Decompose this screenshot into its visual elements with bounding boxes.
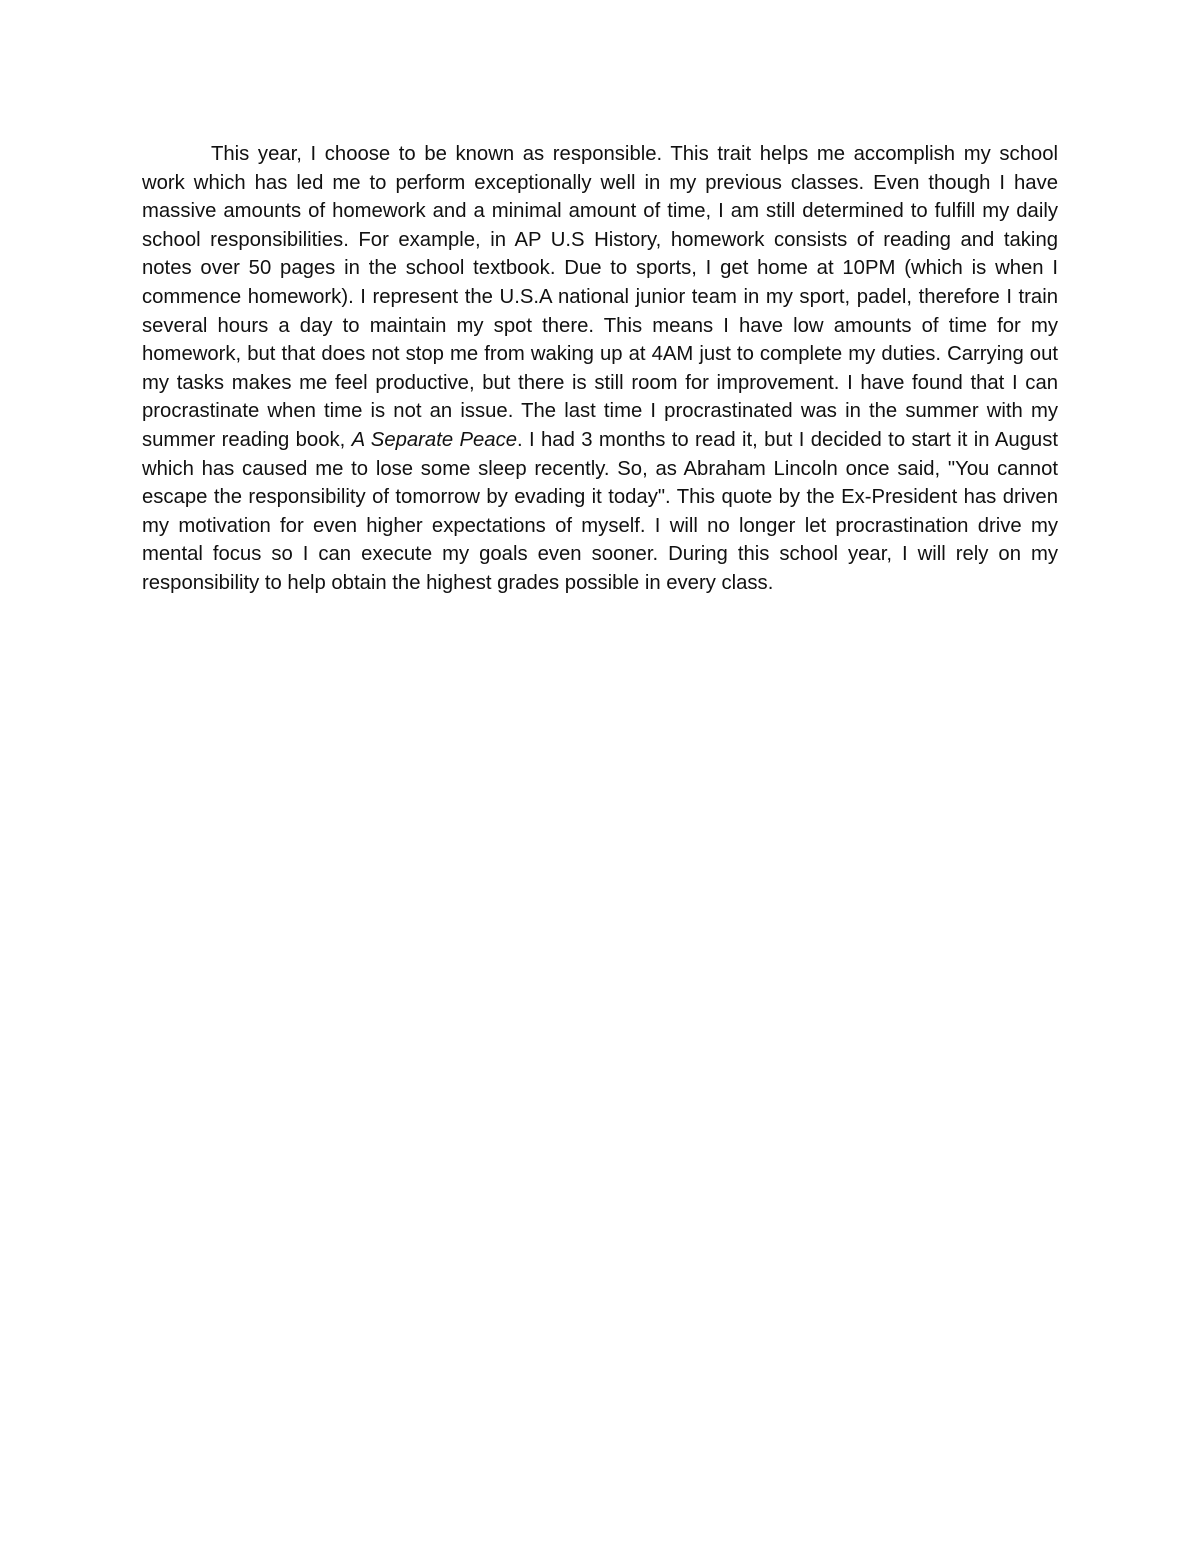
book-title: A Separate Peace <box>351 428 517 451</box>
essay-text-part-1: This year, I choose to be known as responsible. This trait helps me accomplish my school work which has led me to perform exceptionally well in my previous classes. Even though I have massive amounts of homework and a minimal amount of time, I am still determined to fulfill my daily school responsibilities. For example, in AP U.S History, homework consists of reading and taking notes over 50 pages in the school textbook. Due to sports, I get home at 10PM (which is when I commence homework). I represent the U.S.A national junior team in my sport, padel, therefore I train several hours a day to maintain my spot there. This means I have low amounts of time for my homework, but that does not stop me from waking up at 4AM just to complete my duties. Carrying out my tasks makes me feel productive, but there is still room for improvement. I have found that I can procrastinate when time is not an issue. The last time I procrastinated was in the summer with my summer reading book, <box>142 143 1058 451</box>
essay-paragraph <box>142 140 1058 598</box>
essay-text-part-2: . I had 3 months to read it, but I decided to start it in August which has caused me to lose some sleep recently. So, as Abraham Lincoln once said, "You cannot escape the responsibility of tomorrow by evading it today". This quote by the Ex-President has driven my motivation for even higher expectations of myself. I will no longer let procrastination drive my mental focus so I can execute my goals even sooner. During this school year, I will rely on my responsibility to help obtain the highest grades possible in every class. <box>142 428 1058 594</box>
